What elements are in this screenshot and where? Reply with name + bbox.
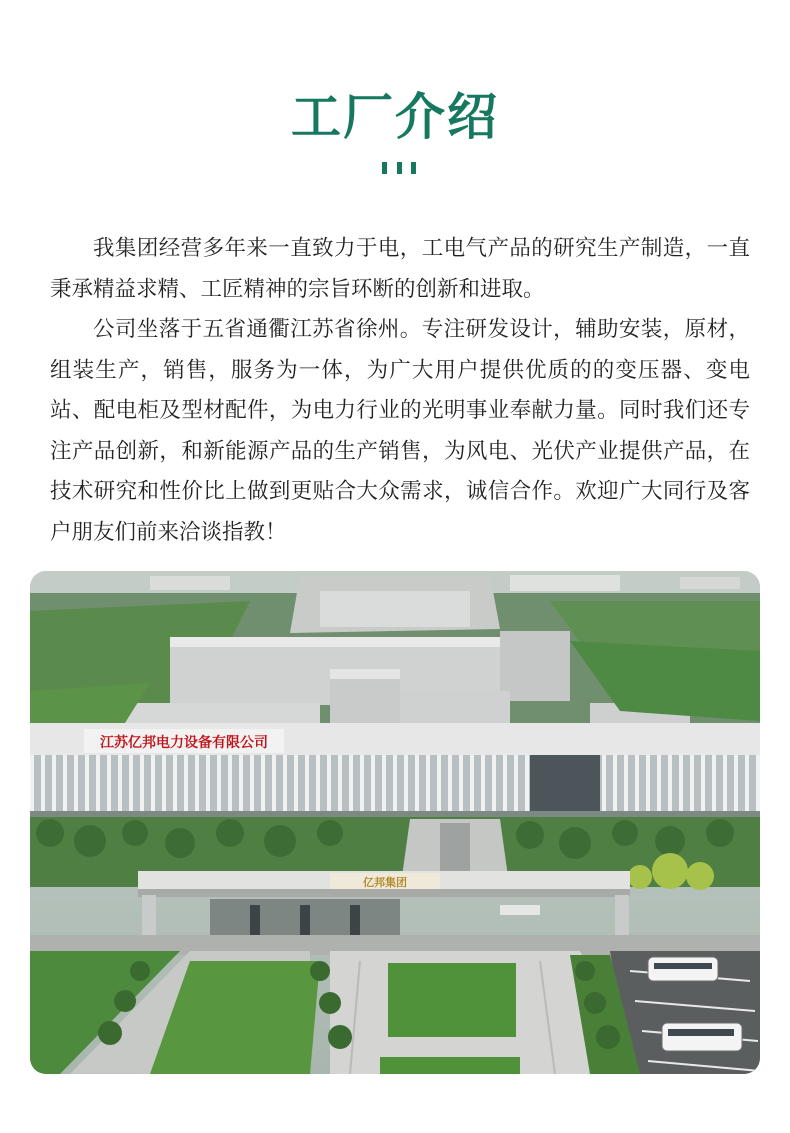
factory-photo [30,571,760,1074]
building-sign: 江苏亿邦电力设备有限公司 [100,735,268,751]
divider-dot [382,162,387,174]
page-title: 工厂介绍 [291,88,499,146]
gate-sign: 亿邦集团 [363,876,407,889]
title-divider [382,162,416,174]
intro-text [50,229,750,553]
divider-dot [397,162,402,174]
intro-paragraph-1: 我集团经营多年来一直致力于电，工电气产品的研究生产制造，一直秉承精益求精、工匠精神的宗旨环断的创新和进取。 [50,236,750,302]
intro-paragraph-2: 公司坐落于五省通衢江苏省徐州。专注研发设计，辅助安装，原材，组装生产，销售，服务为一体，为广大用户提供优质的的变压器、变电站、配电柜及型材配件，为电力行业的光明事业奉献力量。同时我们还专注产品创新，和新能源产品的生产销售，为风电、光伏产业提供产品，在技术研究和性价比上做到更贴合大众需求，诚信合作。欢迎广大同行及客户朋友们前来洽谈指教！ [50,317,750,545]
divider-dot [411,162,416,174]
